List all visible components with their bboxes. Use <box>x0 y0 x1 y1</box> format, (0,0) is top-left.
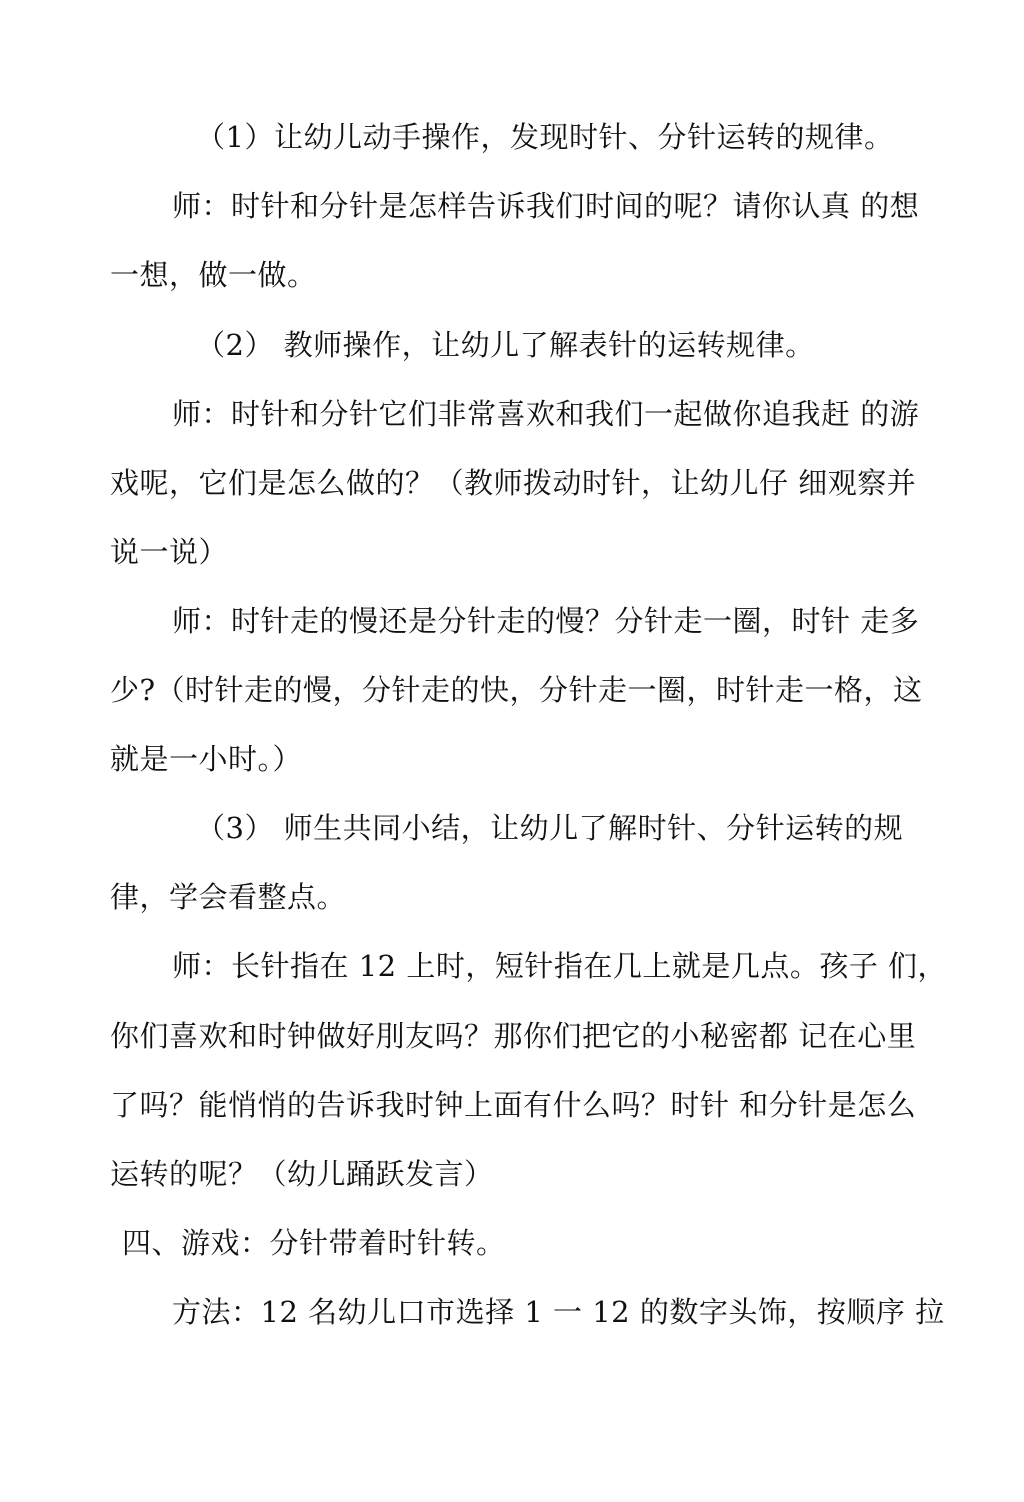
text-line: 你们喜欢和时钟做好刖友吗？那你们把它的小秘密都 记在心里 <box>110 1019 917 1053</box>
text-line: 师：长针指在 12 上时，短针指在几上就是几点。孩子 们， <box>172 949 948 983</box>
text-line: 戏呢，它们是怎么做的？（教师拨动时针，让幼儿仔 细观察并 <box>110 466 917 500</box>
text-line: 师：时针和分针是怎样告诉我们时间的呢？请你认真 的想 <box>172 189 920 223</box>
text-line: 运转的呢？（幼儿踊跃发言） <box>110 1157 494 1191</box>
section-heading: 四、游戏：分针带着时针转。 <box>122 1226 506 1260</box>
text-line: 律，学会看整点。 <box>110 880 347 914</box>
text-line: 方法：12 名幼儿口市选择 1 一 12 的数字头饰，按顺序 拉 <box>172 1295 945 1329</box>
text-line: 师：时针走的慢还是分针走的慢？分针走一圈，时针 走多 <box>172 604 920 638</box>
text-line: 少?（时针走的慢，分针走的快，分针走一圈，时针走一格，这 <box>110 673 923 707</box>
text-line: 一想，做一做。 <box>110 258 317 292</box>
text-line: 说一说） <box>110 535 229 569</box>
text-line: （3） 师生共同小结，让幼儿了解时针、分针运转的规 <box>196 811 904 845</box>
text-line: 师：时针和分针它们非常喜欢和我们一起做你追我赶 的游 <box>172 397 920 431</box>
text-line: （1）让幼儿动手操作，发现时针、分针运转的规律。 <box>196 120 894 154</box>
text-line: 了吗？能悄悄的告诉我时钟上面有什么吗？时针 和分针是怎么 <box>110 1088 917 1122</box>
text-line: （2） 教师操作，让幼儿了解表针的运转规律。 <box>196 328 815 362</box>
text-line: 就是一小时。） <box>110 742 303 776</box>
